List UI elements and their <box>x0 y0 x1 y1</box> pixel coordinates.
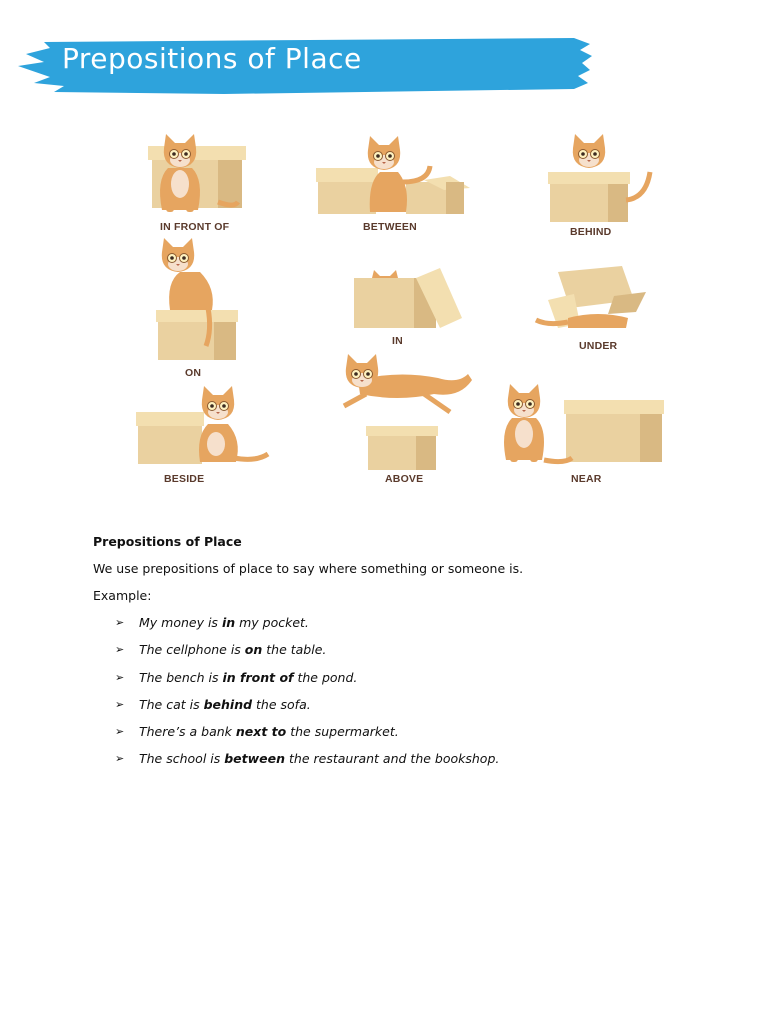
list-item <box>115 745 693 772</box>
prepositions-illustration <box>128 122 676 500</box>
example-text-after: my pocket. <box>235 615 309 630</box>
scene-in <box>354 268 462 328</box>
example-text-before: My money is <box>139 615 222 630</box>
scene-above <box>344 354 472 470</box>
example-text-after: the pond. <box>293 669 358 685</box>
example-preposition: on <box>244 642 263 658</box>
example-preposition: behind <box>203 696 253 712</box>
example-text-before: The cat is <box>139 696 204 712</box>
scene-beside <box>136 386 268 464</box>
prepositions-section <box>93 528 693 773</box>
example-text-before: The bench is <box>139 669 223 685</box>
label-under: UNDER <box>579 340 618 352</box>
example-preposition: next to <box>235 724 287 740</box>
example-preposition: in front of <box>222 669 294 685</box>
scene-in-front-of <box>148 134 246 212</box>
scene-behind <box>548 134 650 222</box>
title-banner <box>14 36 594 96</box>
example-text-after: the supermarket. <box>286 724 399 740</box>
example-preposition: between <box>224 751 286 767</box>
label-near: NEAR <box>571 473 602 485</box>
list-item <box>115 664 693 691</box>
example-preposition: in <box>221 615 236 630</box>
list-item <box>115 636 693 663</box>
arrowhead-bullet-icon: ➢ <box>115 697 125 711</box>
section-heading: Prepositions of Place <box>93 534 242 549</box>
example-text-after: the sofa. <box>252 696 311 712</box>
page-title: Prepositions of Place <box>62 42 362 75</box>
label-behind: BEHIND <box>570 226 612 238</box>
arrowhead-bullet-icon: ➢ <box>115 643 125 657</box>
example-text-before: There’s a bank <box>139 724 236 740</box>
list-item <box>115 691 693 718</box>
scene-on <box>156 238 238 360</box>
list-item <box>115 718 693 745</box>
scene-under <box>536 266 646 328</box>
label-in-front-of: IN FRONT OF <box>160 221 230 233</box>
arrowhead-bullet-icon: ➢ <box>115 670 125 684</box>
arrowhead-bullet-icon: ➢ <box>115 616 125 629</box>
list-item <box>115 609 693 636</box>
example-text-before: The cellphone is <box>139 642 245 658</box>
example-text-after: the table. <box>262 642 327 658</box>
intro-text: We use prepositions of place to say where something or someone is. <box>93 561 524 576</box>
label-on: ON <box>185 367 202 379</box>
example-text-before: The school is <box>139 751 225 767</box>
label-beside: BESIDE <box>164 473 205 485</box>
label-above: ABOVE <box>385 473 424 485</box>
arrowhead-bullet-icon: ➢ <box>115 725 125 739</box>
examples-list <box>93 609 693 773</box>
label-in: IN <box>392 335 403 347</box>
label-between: BETWEEN <box>363 221 417 233</box>
example-label: Example: <box>93 588 152 603</box>
scene-between <box>316 136 470 214</box>
arrowhead-bullet-icon: ➢ <box>115 752 125 766</box>
scene-near <box>504 384 664 462</box>
example-text-after: the restaurant and the bookshop. <box>285 751 500 767</box>
